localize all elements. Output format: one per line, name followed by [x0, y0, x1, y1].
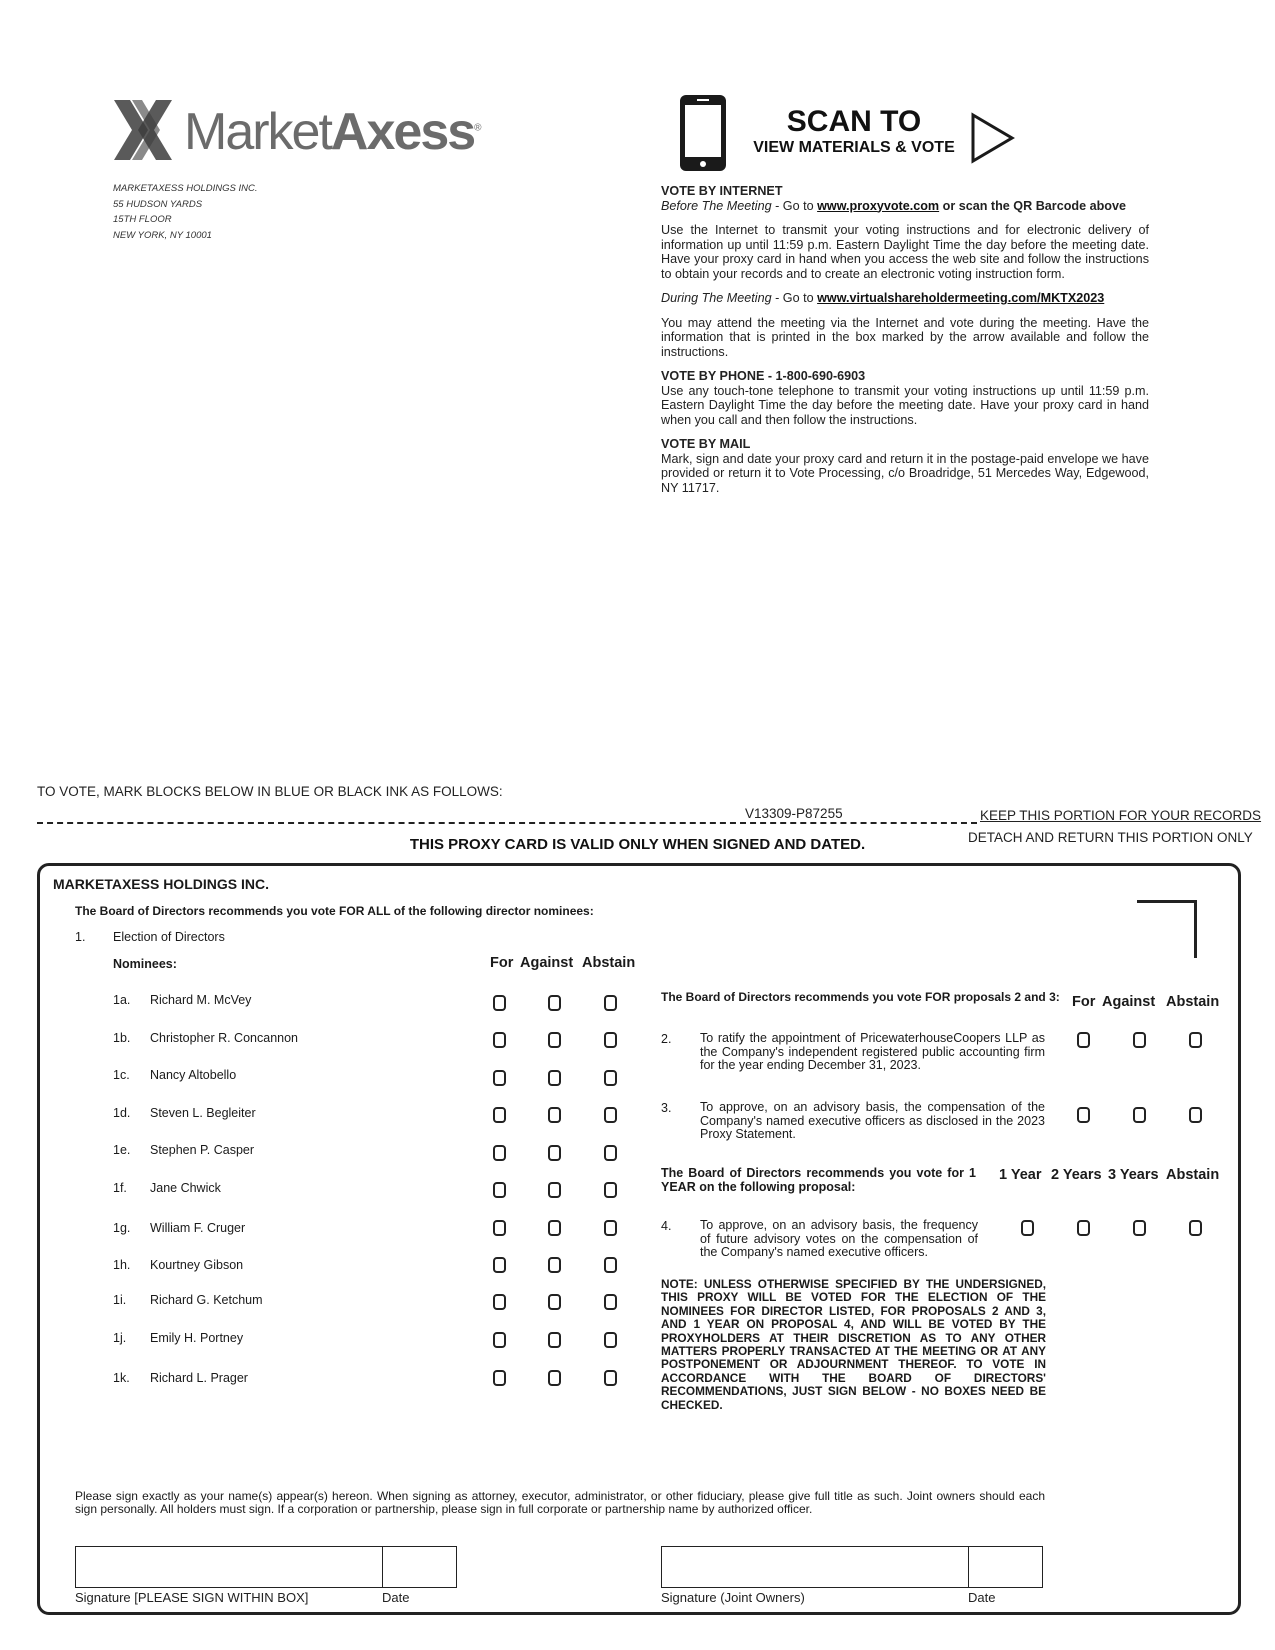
corner-mark: [1137, 900, 1197, 958]
nominee-name: Christopher R. Concannon: [150, 1031, 298, 1045]
before-meeting-text: Use the Internet to transmit your voting instructions and for electronic delivery of information up until 11:59 p.m. Eastern Daylight Time the day before the meeting date. Have your proxy card in hand when you access the web site and follow the instructions to obtain your records and to create an electronic voting instruction form.: [661, 223, 1149, 281]
proposal-number: 4.: [661, 1219, 672, 1233]
vote-abstain-checkbox[interactable]: [604, 1145, 617, 1161]
nominee-id: 1k.: [113, 1371, 130, 1385]
nominee-name: Stephen P. Casper: [150, 1143, 255, 1157]
address-line: MARKETAXESS HOLDINGS INC.: [113, 183, 258, 194]
vote-against-checkbox[interactable]: [548, 1145, 561, 1161]
vote-abstain-checkbox[interactable]: [604, 1294, 617, 1310]
address-line: 15TH FLOOR: [113, 214, 172, 225]
proposal-number: 2.: [661, 1032, 672, 1046]
proxyvote-link[interactable]: www.proxyvote.com: [817, 198, 940, 213]
play-arrow-icon: [970, 112, 1016, 169]
freq-col-header-2-years: 2 Years: [1051, 1167, 1102, 1183]
joint-signature-label: Signature (Joint Owners): [661, 1590, 805, 1605]
company-logo: [112, 98, 512, 168]
nominee-name: Jane Chwick: [150, 1181, 221, 1195]
vote-against-checkbox[interactable]: [548, 1257, 561, 1273]
control-number: V13309-P87255: [745, 806, 843, 821]
scan-subtitle: VIEW MATERIALS & VOTE: [753, 139, 955, 156]
vote-against-checkbox[interactable]: [548, 1332, 561, 1348]
item-1-label: Election of Directors: [113, 930, 225, 944]
address-line: NEW YORK, NY 10001: [113, 229, 212, 241]
vote-against-checkbox[interactable]: [548, 1294, 561, 1310]
mail-text: Mark, sign and date your proxy card and return it in the postage-paid envelope we have provided or return it to Vote Processing, c/o Broadridge, 51 Mercedes Way, Edgewood, NY 11717.: [661, 451, 1149, 495]
nominee-name: Nancy Altobello: [150, 1068, 237, 1082]
freq-3-years-checkbox[interactable]: [1133, 1220, 1146, 1236]
nominee-name: Emily H. Portney: [150, 1331, 244, 1345]
prop-col-header-abstain: Abstain: [1166, 994, 1220, 1010]
nominee-name: Richard M. McVey: [150, 993, 252, 1007]
phone-icon: [678, 93, 728, 178]
signature-instructions: Please sign exactly as your name(s) appear(s) hereon. When signing as attorney, executor, administrator, or other fiduciary, please give full title as such. Joint owners should each sign personally. All holders must sign. If a corporation or partnership, please sign in full corporate or partnership name by authorized officer.: [75, 1489, 1045, 1516]
vote-for-checkbox[interactable]: [493, 1332, 506, 1348]
nominee-id: 1c.: [113, 1068, 130, 1082]
nominee-id: 1g.: [113, 1221, 131, 1235]
freq-abstain-checkbox[interactable]: [1189, 1220, 1202, 1236]
phone-text: Use any touch-tone telephone to transmit your voting instructions up until 11:59 p.m. Eastern Daylight Time the day before the meeting date. Have your proxy card in hand when you call and then follow the instructions.: [661, 383, 1149, 427]
nominee-name: William F. Cruger: [150, 1221, 246, 1235]
vote-against-checkbox[interactable]: [548, 1032, 561, 1048]
board-recommendation-2-3: The Board of Directors recommends you vote FOR proposals 2 and 3:: [661, 990, 1060, 1004]
vote-for-checkbox[interactable]: [493, 1257, 506, 1273]
nominee-id: 1i.: [113, 1293, 127, 1307]
proposal-text: To approve, on an advisory basis, the frequency of future advisory votes on the compensation of the Company's named executive officers.: [700, 1218, 978, 1259]
during-meeting-text: You may attend the meeting via the Internet and vote during the meeting. Have the information that is printed in the box marked by the arrow available and follow the instructions.: [661, 315, 1149, 359]
vote-abstain-checkbox[interactable]: [604, 1220, 617, 1236]
vote-against-checkbox[interactable]: [548, 1182, 561, 1198]
vote-against-checkbox[interactable]: [548, 1370, 561, 1386]
scan-title: SCAN TO: [786, 105, 922, 138]
date-label: Date: [382, 1590, 410, 1605]
vote-against-checkbox[interactable]: [548, 1220, 561, 1236]
vote-abstain-checkbox[interactable]: [604, 1370, 617, 1386]
vote-for-checkbox[interactable]: [493, 1032, 506, 1048]
vote-against-checkbox[interactable]: [548, 1107, 561, 1123]
vote-for-checkbox[interactable]: [493, 1182, 506, 1198]
during-meeting-line: During The Meeting - Go to www.virtualshareholdermeeting.com/MKTX2023: [661, 291, 1105, 305]
freq-2-years-checkbox[interactable]: [1077, 1220, 1090, 1236]
nominee-id: 1e.: [113, 1143, 131, 1157]
signature-box[interactable]: [75, 1546, 383, 1588]
col-header-abstain: Abstain: [582, 955, 636, 971]
vote-abstain-checkbox[interactable]: [604, 1032, 617, 1048]
mark-instructions: TO VOTE, MARK BLOCKS BELOW IN BLUE OR BLACK INK AS FOLLOWS:: [37, 784, 503, 799]
vote-abstain-checkbox[interactable]: [604, 1182, 617, 1198]
nominee-name: Kourtney Gibson: [150, 1258, 244, 1272]
vote-for-checkbox[interactable]: [493, 1294, 506, 1310]
freq-1-year-checkbox[interactable]: [1021, 1220, 1034, 1236]
freq-col-header-1-year: 1 Year: [999, 1167, 1042, 1183]
vote-for-checkbox[interactable]: [493, 1220, 506, 1236]
virtual-meeting-link[interactable]: www.virtualshareholdermeeting.com/MKTX2023: [817, 291, 1105, 305]
nominee-name: Richard G. Ketchum: [150, 1293, 263, 1307]
before-meeting-line: Before The Meeting - Go to www.proxyvote.com or scan the QR Barcode above: [661, 198, 1126, 213]
nominee-id: 1h.: [113, 1258, 131, 1272]
prop-col-header-against: Against: [1102, 994, 1156, 1010]
proposal-against-checkbox[interactable]: [1133, 1107, 1146, 1123]
vote-for-checkbox[interactable]: [493, 1070, 506, 1086]
proposal-for-checkbox[interactable]: [1077, 1107, 1090, 1123]
board-recommendation-directors: The Board of Directors recommends you vote FOR ALL of the following director nominees:: [75, 904, 594, 918]
nominee-id: 1d.: [113, 1106, 131, 1120]
item-1-number: 1.: [75, 930, 86, 944]
nominees-header: Nominees:: [113, 957, 177, 971]
vote-against-checkbox[interactable]: [548, 1070, 561, 1086]
vote-against-checkbox[interactable]: [548, 995, 561, 1011]
vote-abstain-checkbox[interactable]: [604, 995, 617, 1011]
col-header-for: For: [490, 955, 514, 971]
nominee-id: 1a.: [113, 993, 131, 1007]
board-recommendation-4: The Board of Directors recommends you vote for 1 YEAR on the following proposal:: [661, 1166, 976, 1194]
signature-label: Signature [PLEASE SIGN WITHIN BOX]: [75, 1590, 309, 1605]
proposal-abstain-checkbox[interactable]: [1189, 1107, 1202, 1123]
freq-col-header-3-years: 3 Years: [1108, 1167, 1159, 1183]
logo-wordmark: MarketAxess®: [184, 103, 480, 161]
joint-date-label: Date: [968, 1590, 996, 1605]
default-vote-note: NOTE: UNLESS OTHERWISE SPECIFIED BY THE UNDERSIGNED, THIS PROXY WILL BE VOTED FOR THE ELECTION OF THE NOMINEES FOR DIRECTOR LISTED, FOR PROPOSALS 2 AND 3, AND 1 YEAR ON PROPOSAL 4, AND WILL BE VOTED BY THE PROXYHOLDERS AT THEIR DISCRETION AS TO ANY OTHER MATTERS PROPERLY TRANSACTED AT THE MEETING OR AT ANY POSTPONEMENT OR ADJOURNMENT THEREOF. TO VOTE IN ACCORDANCE WITH THE BOARD OF DIRECTORS' RECOMMENDATIONS, JUST SIGN BELOW - NO BOXES NEED BE CHECKED.: [661, 1277, 1046, 1412]
address-line: 55 HUDSON YARDS: [113, 198, 203, 210]
freq-col-header-abstain: Abstain: [1166, 1167, 1220, 1183]
vote-abstain-checkbox[interactable]: [604, 1332, 617, 1348]
joint-signature-box[interactable]: [661, 1546, 969, 1588]
col-header-against: Against: [520, 955, 574, 971]
proposal-text: To approve, on an advisory basis, the compensation of the Company's named executive officers as disclosed in the 2023 Proxy Statement.: [700, 1100, 1045, 1141]
vote-for-checkbox[interactable]: [493, 1370, 506, 1386]
vote-for-checkbox[interactable]: [493, 1107, 506, 1123]
nominee-name: Richard L. Prager: [150, 1371, 248, 1385]
joint-date-box[interactable]: [968, 1546, 1043, 1588]
prop-col-header-for: For: [1072, 994, 1096, 1010]
card-company-name: MARKETAXESS HOLDINGS INC.: [53, 876, 269, 892]
nominee-id: 1f.: [113, 1181, 127, 1195]
keep-portion-label: KEEP THIS PORTION FOR YOUR RECORDS: [980, 808, 1262, 823]
company-address: [113, 181, 257, 243]
vote-abstain-checkbox[interactable]: [604, 1070, 617, 1086]
voting-instructions: [661, 184, 1149, 505]
proposal-against-checkbox[interactable]: [1133, 1032, 1146, 1048]
nominee-id: 1b.: [113, 1031, 131, 1045]
date-box[interactable]: [382, 1546, 457, 1588]
proposal-number: 3.: [661, 1101, 672, 1115]
vote-for-checkbox[interactable]: [493, 995, 506, 1011]
proposal-abstain-checkbox[interactable]: [1189, 1032, 1202, 1048]
nominee-name: Steven L. Begleiter: [150, 1106, 256, 1120]
detach-line: [37, 822, 977, 824]
vote-abstain-checkbox[interactable]: [604, 1107, 617, 1123]
vote-abstain-checkbox[interactable]: [604, 1257, 617, 1273]
proposal-for-checkbox[interactable]: [1077, 1032, 1090, 1048]
proposal-text: To ratify the appointment of PricewaterhouseCoopers LLP as the Company's independent registered public accounting firm for the year ending December 31, 2023.: [700, 1031, 1045, 1072]
vote-for-checkbox[interactable]: [493, 1145, 506, 1161]
detach-portion-label: DETACH AND RETURN THIS PORTION ONLY: [968, 830, 1253, 845]
mail-heading: VOTE BY MAIL: [661, 437, 751, 451]
valid-notice: THIS PROXY CARD IS VALID ONLY WHEN SIGNED AND DATED.: [409, 836, 866, 853]
internet-heading: VOTE BY INTERNET: [661, 184, 783, 198]
phone-heading: VOTE BY PHONE - 1-800-690-6903: [661, 369, 866, 383]
marketaxess-x-icon: [112, 98, 174, 168]
nominee-id: 1j.: [113, 1331, 127, 1345]
